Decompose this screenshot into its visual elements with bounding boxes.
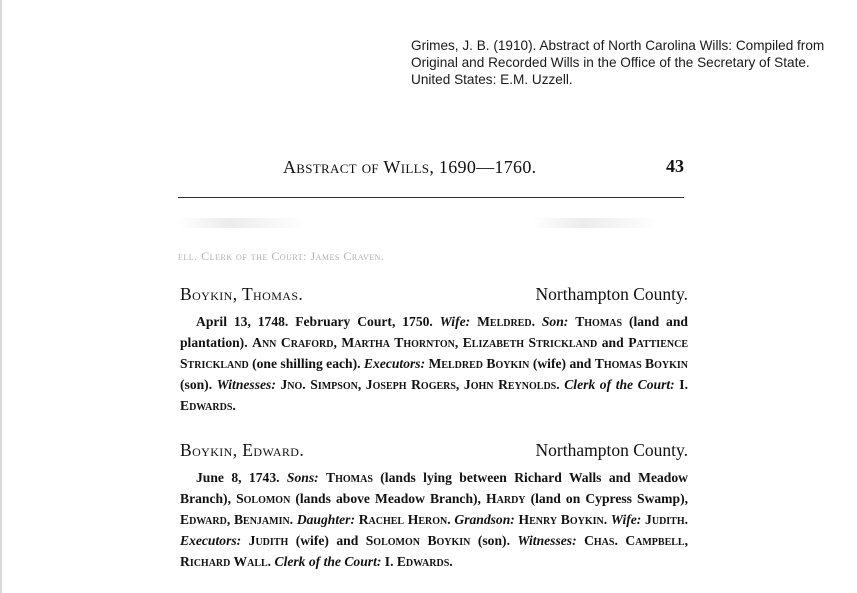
person-name: Solomon Boykin — [365, 533, 471, 548]
field-label: Wife: — [610, 512, 642, 527]
person-name: Meldred. — [477, 314, 535, 329]
field-label: Son: — [541, 314, 569, 329]
left-edge-divider — [0, 0, 2, 593]
body-text: (son). — [470, 533, 518, 548]
will-entry — [180, 440, 688, 572]
person-name: Thomas — [326, 470, 373, 485]
faded-text-line: ell. Clerk of the Court: James Craven. — [178, 249, 385, 263]
body-text: (lands lying between Richard Walls and Meadow Branch), — [180, 470, 688, 506]
testator-name: Boykin, Edward. — [180, 440, 305, 460]
county-name: Northampton County. — [535, 284, 688, 304]
citation-text: Grimes, J. B. (1910). Abstract of North Carolina Wills: Compiled from Original and Recorded Wills in the Office of the Secretary of State. United States: E.M. Uzzell. — [411, 38, 825, 87]
person-name: Hardy — [486, 491, 526, 506]
body-text: (land and plantation). — [180, 314, 688, 350]
body-text: (land on Cypress Swamp), — [525, 491, 688, 506]
person-name: Rachel Heron. — [358, 512, 451, 527]
body-text: April 13, 1748. February Court, 1750. — [196, 314, 440, 329]
header-rule — [178, 197, 684, 198]
body-text — [319, 470, 326, 485]
person-name: Judith. — [645, 512, 689, 527]
field-label: Wife: — [439, 314, 471, 329]
person-name: Meldred Boykin — [428, 356, 530, 371]
person-name: Thomas — [575, 314, 623, 329]
body-text: June 8, 1743. — [196, 470, 287, 485]
entry-heading — [180, 284, 688, 305]
entry-body — [180, 311, 688, 416]
body-text: (one shilling each). — [248, 356, 364, 371]
person-name: Pattience Strickland — [180, 335, 688, 371]
entry-heading — [180, 440, 688, 461]
field-label: Clerk of the Court: — [274, 554, 382, 569]
testator-name: Boykin, Thomas. — [180, 284, 304, 304]
field-label: Executors: — [363, 356, 426, 371]
person-name: Chas. Campbell, Richard Wall. — [180, 533, 688, 569]
body-text — [577, 533, 584, 548]
body-text: (son). — [180, 377, 217, 392]
person-name: Thomas Boykin — [594, 356, 688, 371]
page-number: 43 — [666, 156, 684, 176]
person-name: Henry Boykin. — [518, 512, 608, 527]
body-text: (lands above Meadow Branch), — [290, 491, 487, 506]
running-head: Abstract of Wills, 1690—1760. — [283, 157, 537, 177]
person-name: I. Edwards. — [180, 377, 688, 413]
will-entry — [180, 284, 688, 416]
field-label: Witnesses: — [517, 533, 577, 548]
field-label: Clerk of the Court: — [564, 377, 675, 392]
county-name: Northampton County. — [535, 440, 688, 460]
person-name: Jno. Simpson, Joseph Rogers, John Reynolds. — [280, 377, 560, 392]
body-text: (wife) and — [288, 533, 366, 548]
field-label: Grandson: — [454, 512, 515, 527]
body-text — [535, 314, 542, 329]
field-label: Witnesses: — [216, 377, 276, 392]
entry-body — [180, 467, 688, 572]
body-text: (wife) and — [529, 356, 595, 371]
field-label: Executors: — [180, 533, 242, 548]
field-label: Daughter: — [296, 512, 355, 527]
person-name: Ann Craford, Martha Thornton, Elizabeth Strickland — [252, 335, 598, 350]
person-name: I. Edwards. — [384, 554, 453, 569]
body-text: and — [597, 335, 629, 350]
person-name: Edward, Benjamin. — [180, 512, 294, 527]
person-name: Judith — [248, 533, 289, 548]
person-name: Solomon — [236, 491, 291, 506]
body-text — [241, 533, 248, 548]
bleed-through-text — [178, 218, 684, 228]
field-label: Sons: — [286, 470, 319, 485]
